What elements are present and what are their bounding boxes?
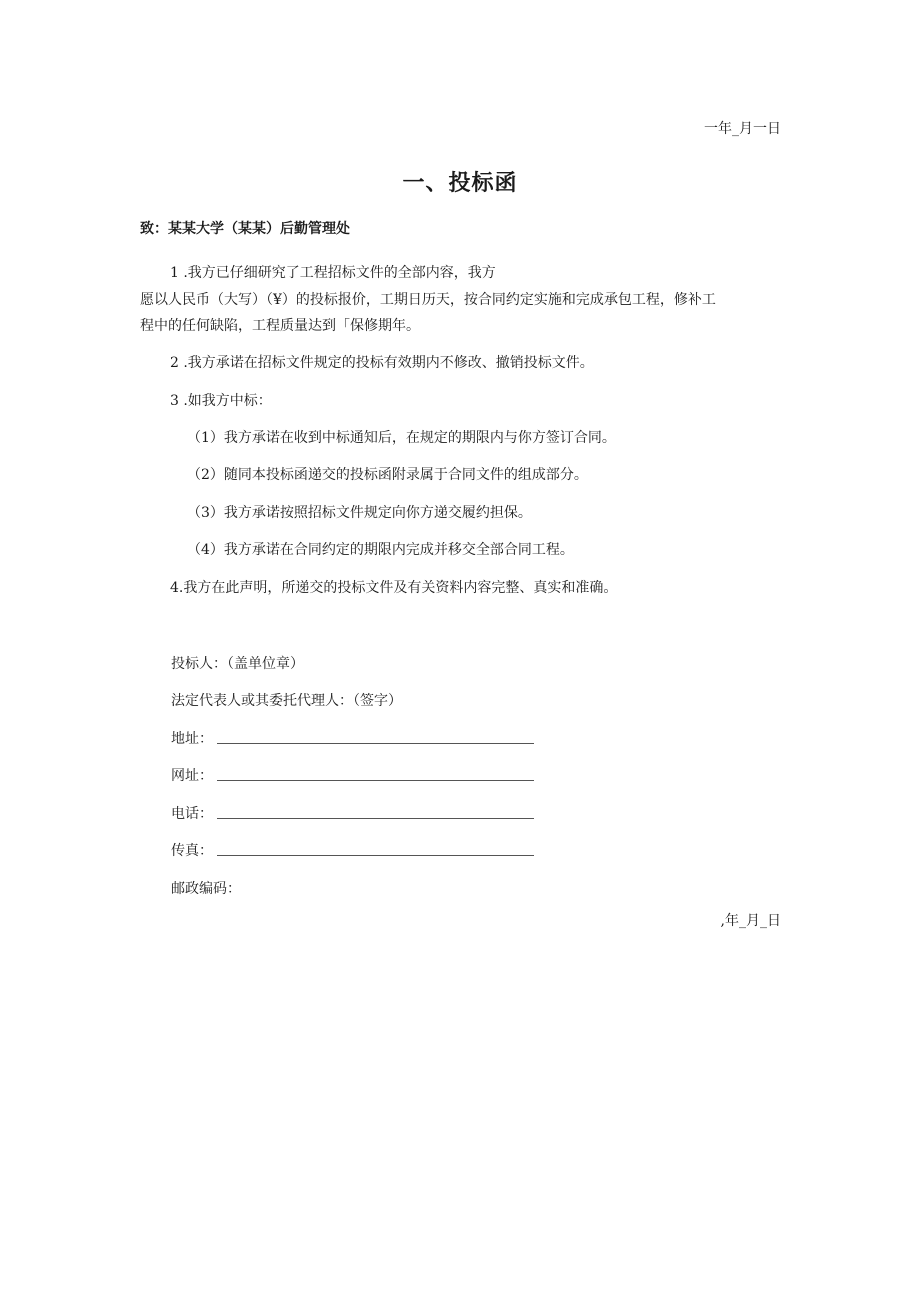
sub-item-2: （2）随同本投标函递交的投标函附录属于合同文件的组成部分。 — [187, 467, 588, 483]
paragraph-3: 3 .如我方中标： — [170, 393, 272, 409]
representative-label: 法定代表人或其委托代理人：（签字） — [171, 693, 402, 709]
addressee: 致：某某大学（某某）后勤管理处 — [140, 221, 350, 237]
sub-item-1: （1）我方承诺在收到中标通知后，在规定的期限内与你方签订合同。 — [187, 430, 616, 446]
phone-fill-line[interactable] — [217, 818, 534, 819]
address-fill-line[interactable] — [217, 743, 534, 744]
fax-fill-line[interactable] — [217, 855, 534, 856]
website-label: 网址： — [171, 768, 213, 784]
sub-item-4: （4）我方承诺在合同约定的期限内完成并移交全部合同工程。 — [187, 542, 574, 558]
paragraph-1-line-1: 1 .我方已仔细研究了工程招标文件的全部内容，我方 — [170, 265, 496, 281]
date-top: 一年_月一日 — [704, 121, 781, 137]
date-bottom: ,年_月_日 — [720, 913, 781, 929]
paragraph-2: 2 .我方承诺在招标文件规定的投标有效期内不修改、撤销投标文件。 — [170, 355, 594, 371]
paragraph-4: 4.我方在此声明，所递交的投标文件及有关资料内容完整、真实和准确。 — [170, 580, 618, 596]
page-title: 一、投标函 — [402, 171, 518, 196]
sub-item-3: （3）我方承诺按照招标文件规定向你方递交履约担保。 — [187, 505, 532, 521]
paragraph-1-line-2: 愿以人民币（大写）（¥）的投标报价，工期日历天，按合同约定实施和完成承包工程，修补工 — [140, 292, 716, 308]
paragraph-1-line-3: 程中的任何缺陷，工程质量达到「保修期年。 — [140, 318, 420, 334]
bidder-label: 投标人：（盖单位章） — [171, 656, 304, 672]
address-label: 地址： — [171, 731, 213, 747]
phone-label: 电话： — [171, 806, 213, 822]
fax-label: 传真： — [171, 843, 213, 859]
postcode-label: 邮政编码： — [171, 881, 241, 897]
website-fill-line[interactable] — [217, 780, 534, 781]
